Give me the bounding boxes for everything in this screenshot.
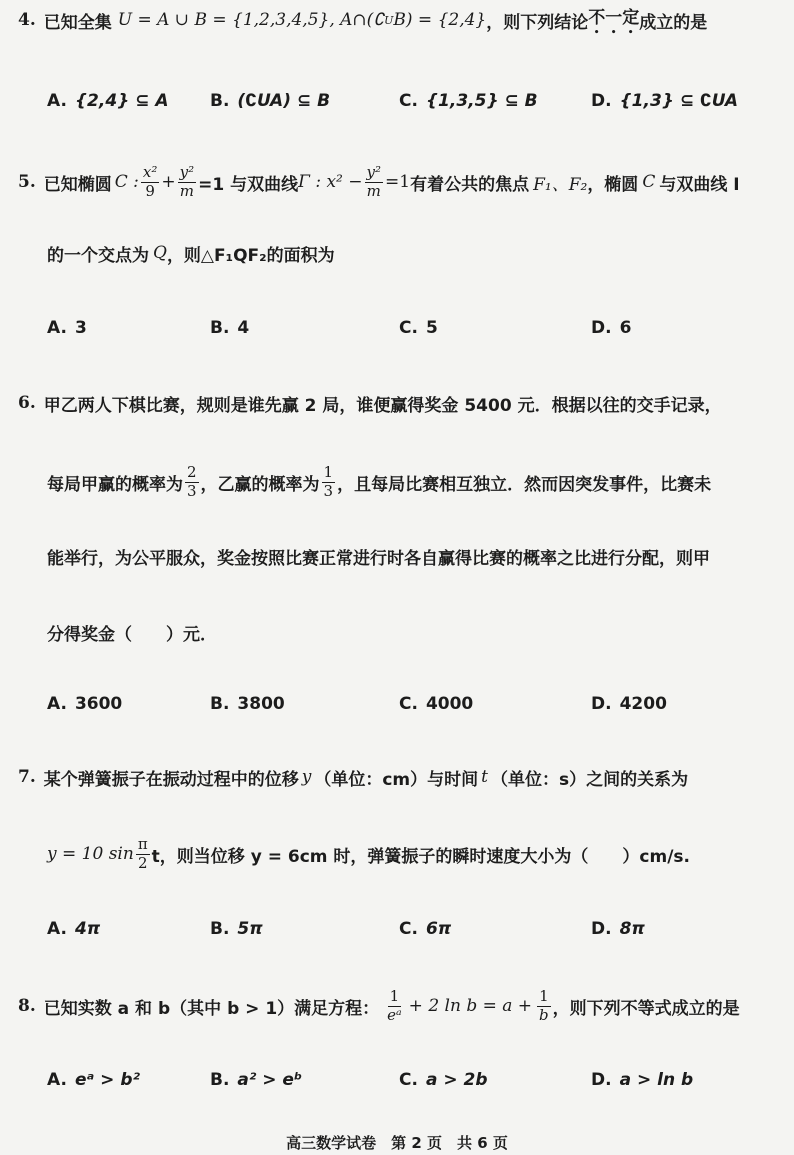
math: Γ : x² − [298, 172, 363, 192]
fraction [185, 462, 199, 500]
question-6-line-1 [18, 388, 794, 418]
option-label: A. [47, 919, 67, 939]
denominator: 3 [187, 481, 197, 500]
math: =1 [385, 172, 411, 192]
option-value: {1,3} ⊆ ∁UA [619, 91, 739, 111]
text: t，则当位移 y = 6cm 时，弹簧振子的瞬时速度大小为（ ）cm/s. [151, 846, 690, 867]
option-d [591, 919, 645, 939]
text: ，则下列不等式成立的是 [552, 998, 740, 1019]
text: 已知实数 a 和 b（其中 b > 1）满足方程： [43, 998, 380, 1019]
option-label: B. [210, 1070, 230, 1090]
text: ，且每局比赛相互独立．然而因突发事件，比赛未 [337, 474, 712, 495]
option-label: D. [591, 919, 612, 939]
question-number: 5. [18, 172, 36, 192]
math: C [642, 172, 656, 192]
option-value: (∁UA) ⊆ B [237, 91, 331, 111]
option-label: B. [210, 318, 230, 338]
question-5-line-1 [18, 160, 794, 204]
fraction [141, 162, 159, 200]
option-value: 4000 [425, 694, 474, 714]
text: （单位：s）之间的关系为 [491, 769, 689, 790]
option-value: 6 [619, 318, 632, 338]
page-footer: 高三数学试卷 第 2 页 共 6 页 [286, 1134, 508, 1152]
text: ，椭圆 [587, 174, 639, 195]
text: 已知椭圆 [43, 174, 112, 195]
option-label: B. [210, 694, 230, 714]
math: + [161, 172, 176, 192]
math: C : [114, 172, 139, 192]
math: U = A ∪ B = {1,2,3,4,5}, A∩(∁ [117, 10, 385, 30]
option-value: a > 2b [425, 1070, 488, 1090]
math: F₁、F₂ [533, 174, 588, 195]
option-value: 3 [74, 318, 87, 338]
text: 的一个交点为 [47, 245, 149, 266]
text: 成立的是 [639, 12, 708, 33]
option-value: eᵃ > b² [74, 1070, 140, 1090]
option-label: D. [591, 1070, 612, 1090]
option-label: D. [591, 318, 612, 338]
question-6-options [47, 689, 794, 719]
denominator: 2 [137, 853, 148, 872]
option-d [591, 318, 631, 338]
denominator: b [539, 1005, 549, 1024]
option-value: {1,3,5} ⊆ B [425, 91, 538, 111]
text: 能举行，为公平服众，奖金按照比赛正常进行时各自赢得比赛的概率之比进行分配，则甲 [47, 548, 710, 569]
option-value: a² > eᵇ [237, 1070, 303, 1090]
denominator: 9 [145, 181, 155, 200]
fraction [178, 162, 197, 200]
option-d [591, 91, 738, 111]
math: Q [153, 243, 167, 263]
math: B) = {2,4} [393, 10, 487, 30]
numerator: y² [366, 162, 382, 181]
question-7-options [47, 914, 794, 944]
option-value: 8π [619, 919, 645, 939]
option-c [399, 919, 451, 939]
option-value: 4π [74, 919, 101, 939]
text: 已知全集 [43, 12, 112, 33]
numerator: y² [179, 162, 195, 181]
option-b [210, 1070, 302, 1090]
option-b [210, 919, 263, 939]
fraction [537, 986, 551, 1024]
text: ，乙赢的概率为 [200, 474, 320, 495]
text: =1 与双曲线 [198, 174, 299, 195]
option-label: B. [210, 919, 230, 939]
text: （单位：cm）与时间 [314, 769, 479, 790]
option-c [399, 694, 473, 714]
question-number: 8. [18, 996, 36, 1016]
option-value: 5 [425, 318, 438, 338]
option-d [591, 1070, 693, 1090]
numerator: π [137, 834, 148, 853]
option-a [47, 694, 122, 714]
option-label: C. [399, 1070, 418, 1090]
option-label: B. [210, 91, 230, 111]
text: 某个弹簧振子在振动过程中的位移 [43, 769, 299, 790]
option-value: a > ln b [619, 1070, 694, 1090]
denominator: m [179, 181, 194, 200]
fraction [322, 462, 336, 500]
option-label: A. [47, 91, 67, 111]
emphasis-text: 不一定 [588, 7, 640, 28]
fraction [365, 162, 384, 200]
text: 与双曲线 I [659, 174, 740, 195]
option-label: D. [591, 91, 612, 111]
question-5-line-2 [47, 238, 794, 268]
option-label: A. [47, 694, 67, 714]
option-value: 5π [237, 919, 263, 939]
option-a [47, 318, 87, 338]
option-value: 6π [425, 919, 452, 939]
math: + 2 ln b = a + [408, 996, 533, 1016]
question-number: 6. [18, 393, 36, 413]
option-b [210, 91, 330, 111]
text: ，则下列结论 [486, 12, 589, 33]
option-label: C. [399, 91, 418, 111]
question-4-options [47, 86, 794, 116]
text: ，则△F₁QF₂的面积为 [166, 245, 335, 266]
numerator: 1 [539, 986, 549, 1005]
option-b [210, 694, 285, 714]
fraction [136, 834, 150, 872]
option-label: A. [47, 318, 67, 338]
denominator: eᵃ [387, 1005, 402, 1024]
option-value: 3600 [74, 694, 123, 714]
question-5-options [47, 313, 794, 343]
question-7-line-2 [47, 832, 794, 876]
math-sub: U [384, 13, 394, 27]
question-6-line-4 [47, 617, 794, 647]
option-label: A. [47, 1070, 67, 1090]
math: y [301, 767, 312, 787]
numerator: 2 [187, 462, 197, 481]
option-a [47, 1070, 140, 1090]
question-6-line-3 [47, 541, 794, 571]
math: t [481, 767, 488, 787]
option-b [210, 318, 249, 338]
option-value: 4200 [619, 694, 667, 714]
option-c [399, 318, 438, 338]
option-a [47, 919, 100, 939]
option-d [591, 694, 667, 714]
option-value: 4 [237, 318, 250, 338]
option-label: C. [399, 318, 418, 338]
text: 每局甲赢的概率为 [47, 474, 183, 495]
fraction [385, 986, 404, 1024]
text: 甲乙两人下棋比赛，规则是谁先赢 2 局，谁便赢得奖金 5400 元．根据以往的交手记录， [43, 395, 722, 416]
math: y = 10 sin [47, 844, 134, 864]
option-value: {2,4} ⊆ A [74, 91, 169, 111]
option-c [399, 1070, 488, 1090]
numerator: 1 [389, 986, 400, 1005]
question-6-line-2 [47, 460, 794, 504]
text: 有着公共的焦点 [410, 174, 530, 195]
option-a [47, 91, 169, 111]
option-label: C. [399, 694, 418, 714]
question-7-line-1 [18, 762, 794, 792]
question-number: 4. [18, 10, 36, 30]
numerator: x² [142, 162, 158, 181]
question-8-options [47, 1065, 794, 1095]
question-4-line-1 [18, 5, 794, 35]
text: 分得奖金（ ）元． [47, 624, 217, 645]
denominator: m [366, 181, 381, 200]
option-label: C. [399, 919, 418, 939]
option-c [399, 91, 538, 111]
question-number: 7. [18, 767, 36, 787]
question-8-line-1 [18, 984, 794, 1028]
denominator: 3 [323, 481, 334, 500]
numerator: 1 [323, 462, 334, 481]
option-value: 3800 [237, 694, 285, 714]
option-label: D. [591, 694, 612, 714]
